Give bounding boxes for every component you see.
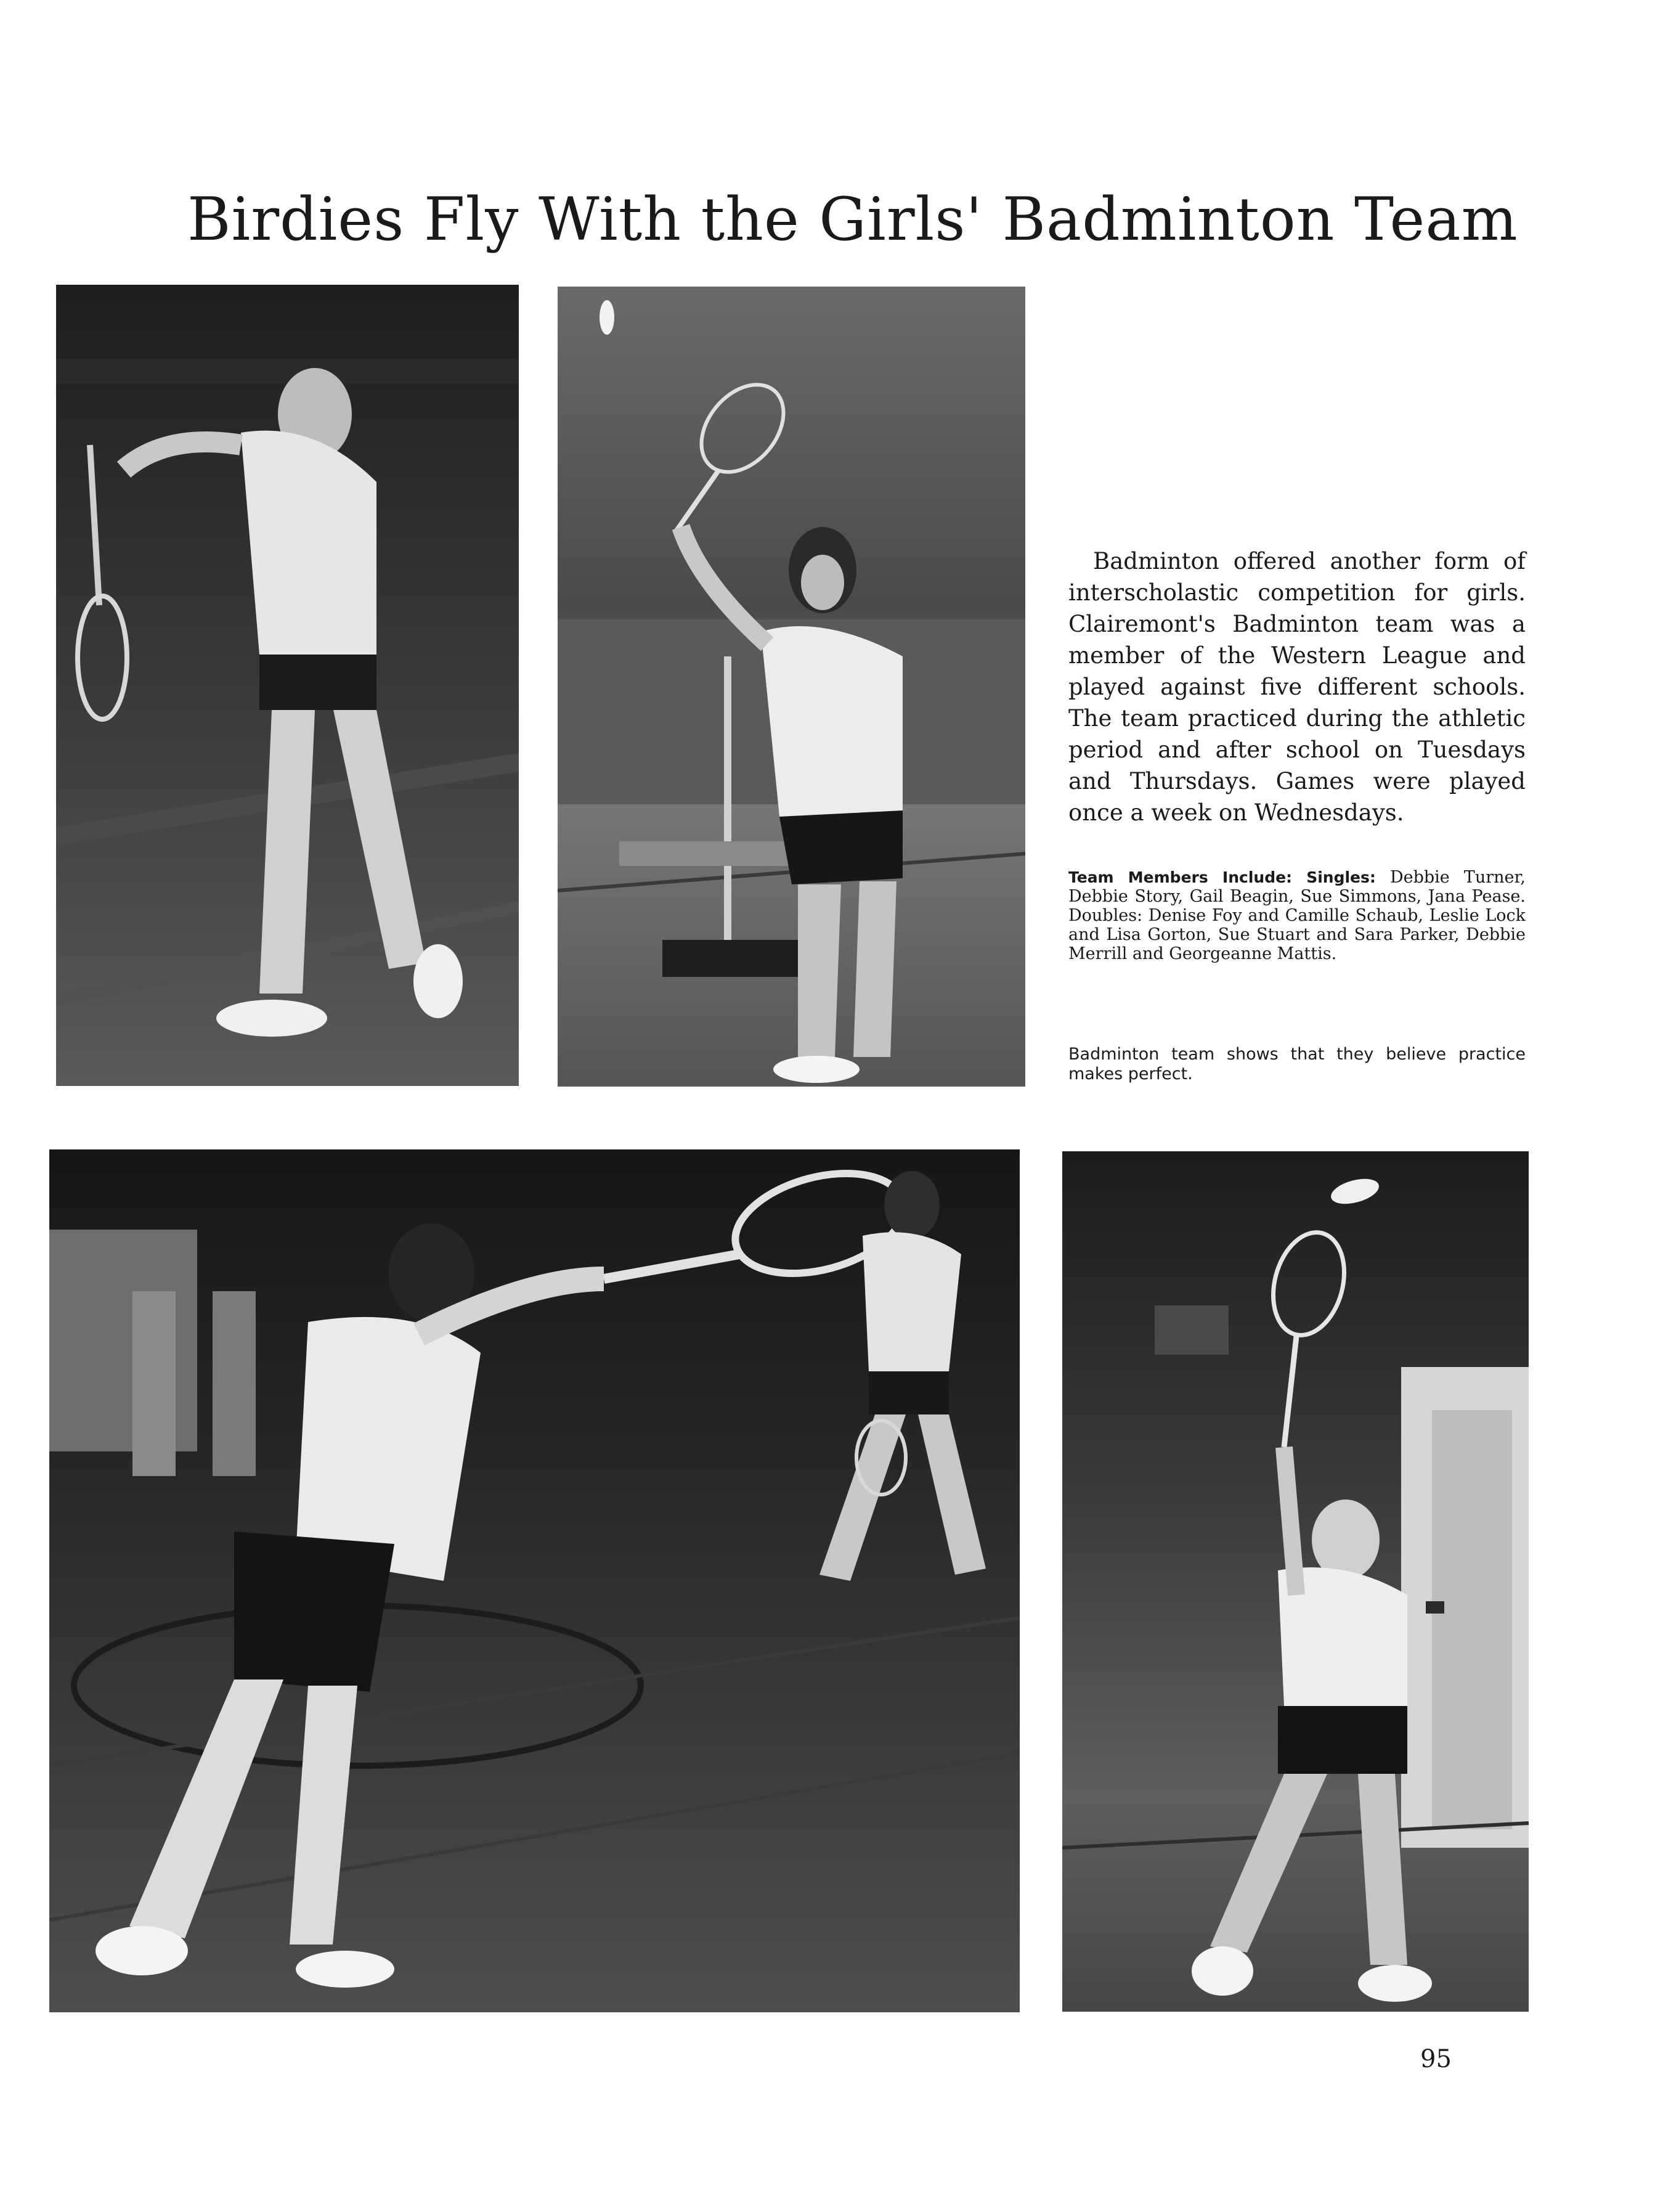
- article-body: Badminton offered another form of interscholastic competition for girls. Clairemont's Badminton team was a member of the Western League and played against five different schools. The team practiced during the athletic period and after school on Tuesdays and Thursdays. Games were played once a week on Wednesdays.: [1068, 548, 1526, 826]
- photo-players-on-court: [49, 1149, 1020, 2012]
- photo-player-overhead: [558, 287, 1025, 1087]
- team-members: [1068, 868, 1526, 963]
- photo-player-reaching: [1062, 1151, 1529, 2012]
- photo-caption: Badminton team shows that they believe practice makes perfect.: [1068, 1045, 1526, 1084]
- photo-player-serving: [56, 285, 519, 1086]
- page-title: Birdies Fly With the Girls' Badminton Team: [187, 185, 1518, 254]
- team-members-lead: Team Members Include: Singles:: [1068, 868, 1376, 886]
- photo-player-serving-image: [56, 285, 519, 1086]
- photo-player-reaching-image: [1062, 1151, 1529, 2012]
- photo-players-on-court-image: [49, 1149, 1020, 2012]
- team-members-list: Debbie Turner, Debbie Story, Gail Beagin, Sue Simmons, Jana Pease. Doubles: Denise Foy and Camille Schaub, Leslie Lock and Lisa Gorton, Sue Stuart and Sara Parker, Debbie Merrill and Georgeanne Mattis.: [1068, 868, 1526, 963]
- photo-player-overhead-image: [558, 287, 1025, 1087]
- page-number: 95: [1420, 2045, 1452, 2073]
